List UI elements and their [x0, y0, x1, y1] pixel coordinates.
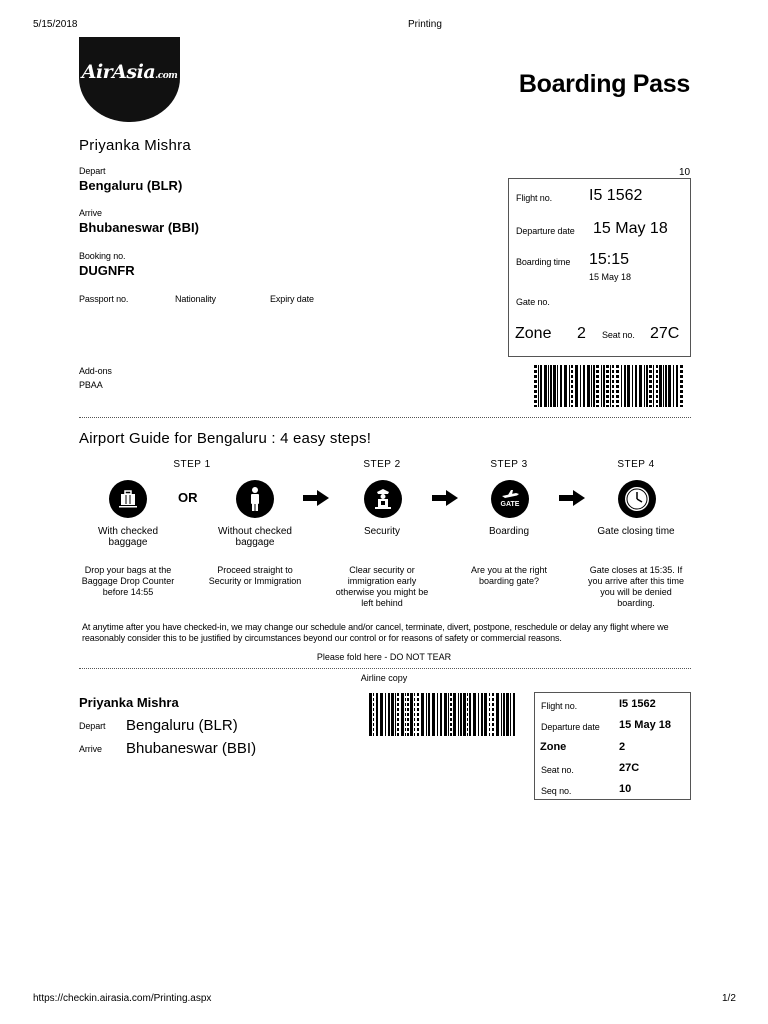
- arrow-right-icon-2: [432, 490, 458, 506]
- footer-url: https://checkin.airasia.com/Printing.aspx: [33, 993, 212, 1004]
- departure-date-label: Departure date: [516, 226, 575, 236]
- clock-icon: [618, 480, 656, 518]
- step-4-caption: Gate closing time: [597, 526, 675, 537]
- step-2-desc: Clear security or immigration early otherwise you might be left behind: [335, 565, 429, 608]
- or-label: OR: [178, 490, 198, 505]
- addons-value: PBAA: [79, 380, 103, 390]
- gate-icon: [491, 480, 529, 518]
- stub-arrive-value: Bhubaneswar (BBI): [126, 740, 257, 757]
- passenger-name: Priyanka Mishra: [79, 137, 192, 154]
- stub-seat-value: 27C: [619, 762, 640, 774]
- stub-date-value: 15 May 18: [619, 719, 671, 731]
- seat-label: Seat no.: [602, 330, 635, 340]
- boarding-time-value: 15:15: [589, 251, 630, 268]
- stub-flight-label: Flight no.: [541, 701, 578, 711]
- depart-label: Depart: [79, 166, 106, 176]
- flight-value: I5 1562: [589, 187, 643, 204]
- print-date: 5/15/2018: [33, 19, 78, 30]
- boarding-time-label: Boarding time: [516, 257, 571, 267]
- airasia-logo: AirAsia.com: [79, 37, 180, 122]
- nationality-label: Nationality: [175, 294, 216, 304]
- page-title: Boarding Pass: [518, 70, 690, 98]
- arrive-label: Arrive: [79, 208, 102, 218]
- passport-label: Passport no.: [79, 294, 129, 304]
- stub-depart-label: Depart: [79, 721, 106, 731]
- gate-icon-text: GATE: [500, 501, 520, 508]
- barcode-stub: [369, 693, 522, 736]
- step-1a-desc: Drop your bags at the Baggage Drop Counter before 14:55: [81, 565, 175, 597]
- departure-date-value: 15 May 18: [593, 220, 668, 237]
- stub-zone-value: 2: [619, 741, 626, 753]
- barcode-top: [534, 365, 690, 407]
- guide-title: Airport Guide for Bengaluru : 4 easy steps!: [79, 430, 372, 447]
- stub-arrive-label: Arrive: [79, 744, 102, 754]
- step-2-caption: Security: [363, 526, 401, 537]
- step-4-desc: Gate closes at 15:35. If you arrive after this time you will be denied boarding.: [587, 565, 685, 608]
- zone-value: 2: [577, 325, 586, 342]
- step-1-label: STEP 1: [173, 459, 211, 470]
- step-1b-caption: Without checked baggage: [218, 526, 292, 548]
- print-title: Printing: [408, 19, 442, 30]
- stub-seq-label: Seq no.: [541, 786, 572, 796]
- stub-seq-value: 10: [619, 783, 632, 795]
- booking-label: Booking no.: [79, 251, 126, 261]
- addons-label: Add-ons: [79, 366, 112, 376]
- arrive-value: Bhubaneswar (BBI): [79, 220, 199, 235]
- footer-page: 1/2: [722, 993, 736, 1004]
- stub-zone-label: Zone: [540, 741, 567, 753]
- stub-seat-label: Seat no.: [541, 765, 574, 775]
- arrow-right-icon-1: [303, 490, 329, 506]
- stub-passenger-name: Priyanka Mishra: [79, 695, 179, 710]
- zone-label: Zone: [515, 325, 552, 342]
- step-3-desc: Are you at the right boarding gate?: [470, 565, 548, 586]
- sequence-number: 10: [679, 167, 691, 178]
- fold-line: [79, 668, 691, 669]
- disclaimer-text: At anytime after you have checked-in, we may change our schedule and/or cancel, terminate, divert, postpone, reschedule or delay any flight where we reasonably consider this to be justified by circumstances beyond our control or for reasons of safety or commercial reasons.: [82, 622, 669, 643]
- airline-copy-label: Airline copy: [360, 673, 408, 683]
- step-1b-desc: Proceed straight to Security or Immigration: [208, 565, 302, 586]
- stub-date-label: Departure date: [541, 722, 600, 732]
- depart-value: Bengaluru (BLR): [79, 178, 183, 193]
- step-1a-caption: With checked baggage: [97, 526, 159, 548]
- gate-label: Gate no.: [516, 297, 550, 307]
- expiry-label: Expiry date: [270, 294, 314, 304]
- flight-info-box: [508, 178, 691, 357]
- flight-label: Flight no.: [516, 193, 553, 203]
- stub-depart-value: Bengaluru (BLR): [126, 717, 238, 734]
- divider-top: [79, 417, 691, 418]
- step-3-label: STEP 3: [490, 459, 528, 470]
- luggage-icon: [109, 480, 147, 518]
- person-icon: [236, 480, 274, 518]
- security-officer-icon: [364, 480, 402, 518]
- booking-value: DUGNFR: [79, 263, 135, 278]
- arrow-right-icon-3: [559, 490, 585, 506]
- stub-flight-box: [534, 692, 691, 800]
- step-3-caption: Boarding: [488, 526, 530, 537]
- seat-value: 27C: [650, 325, 680, 342]
- fold-notice: Please fold here - DO NOT TEAR: [316, 652, 452, 662]
- stub-flight-value: I5 1562: [619, 698, 656, 710]
- step-4-label: STEP 4: [617, 459, 655, 470]
- step-2-label: STEP 2: [363, 459, 401, 470]
- boarding-date-sub: 15 May 18: [589, 272, 632, 282]
